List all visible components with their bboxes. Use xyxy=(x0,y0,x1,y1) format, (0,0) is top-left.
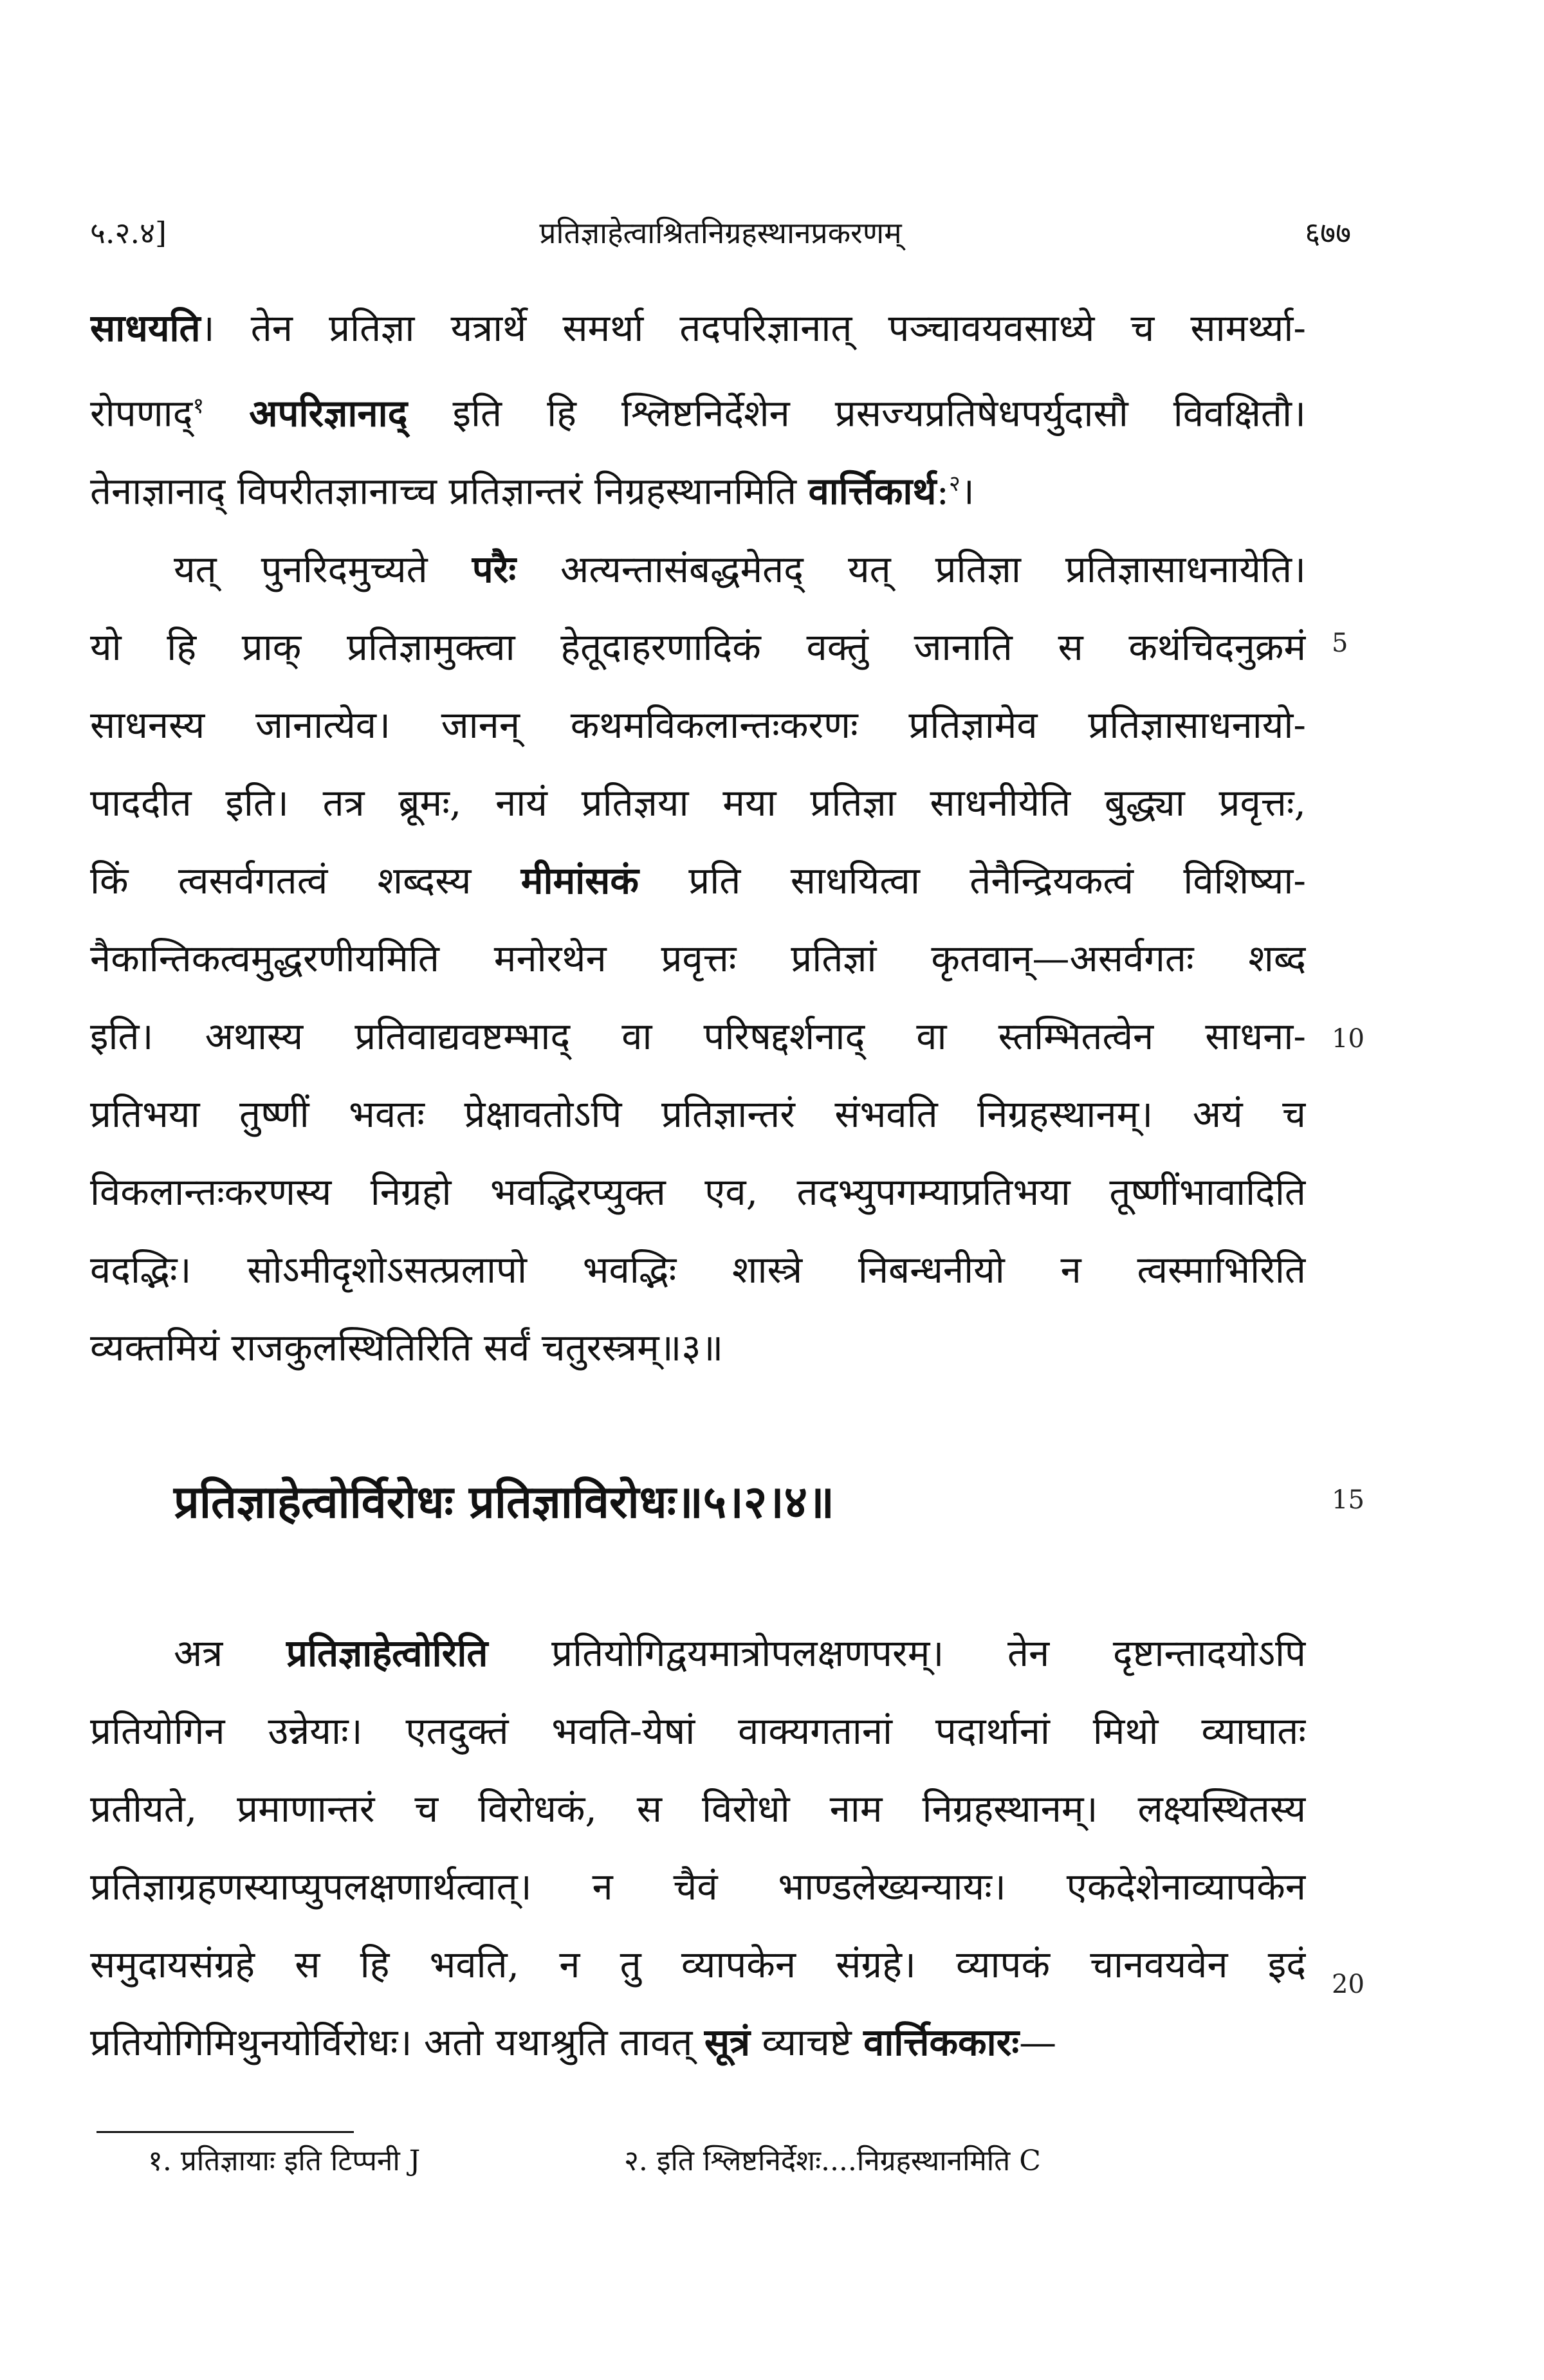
text-run: वदद्भिः। सोऽमीदृशोऽसत्प्रलापो भवद्भिः शास्त्रे निबन्धनीयो न त्वस्माभिरिति xyxy=(90,1248,1306,1292)
bold-term: प्रतिज्ञाहेत्वोरिति xyxy=(286,1631,488,1675)
running-title: प्रतिज्ञाहेत्वाश्रितनिग्रहस्थानप्रकरणम् xyxy=(539,215,902,250)
bold-term: सूत्रं xyxy=(704,2020,751,2064)
text-run: प्रतियोगिन उन्नेयाः। एतदुक्तं भवति-येषां वाक्यगतानां पदार्थानां मिथो व्याघातः xyxy=(90,1709,1306,1753)
text-line xyxy=(90,777,1306,835)
text-run: इति हि श्लिष्टनिर्देशेन प्रसज्यप्रतिषेधपर्युदासौ विवक्षितौ। xyxy=(407,391,1306,435)
text-line xyxy=(90,1322,1306,1380)
text-run: प्रतियोगिद्वयमात्रोपलक्षणपरम्। तेन दृष्टान्तादयोऽपि xyxy=(488,1631,1306,1675)
text-line xyxy=(90,1088,1306,1146)
text-line xyxy=(90,2017,1306,2074)
footnote-marker: २ xyxy=(949,471,960,497)
text-run: व्याचष्टे xyxy=(750,2020,864,2064)
section-reference: ५.२.४] xyxy=(90,215,167,250)
text-run: पाददीत इति। तत्र ब्रूमः, नायं प्रतिज्ञया मया प्रतिज्ञा साधनीयेति बुद्ध्या प्रवृत्तः, xyxy=(90,781,1306,825)
text-run: । तेन प्रतिज्ञा यत्रार्थे समर्था तदपरिज्ञानात् पञ्चावयवसाध्ये च सामर्थ्या- xyxy=(200,306,1306,350)
text-run: अत्यन्तासंबद्धमेतद् यत् प्रतिज्ञा प्रतिज्ञासाधनायेति। xyxy=(516,547,1306,591)
text-line xyxy=(90,1166,1306,1224)
text-run: प्रति साधयित्वा तेनैन्द्रियकत्वं विशिष्या- xyxy=(638,859,1306,902)
text-run: विकलान्तःकरणस्य निग्रहो भवद्भिरप्युक्त एव, तदभ्युपगम्याप्रतिभया तूष्णींभावादिति xyxy=(90,1170,1306,1214)
bold-term: परैः xyxy=(472,547,517,591)
text-run: प्रतिभया तुष्णीं भवतः प्रेक्षावतोऽपि प्रतिज्ञान्तरं संभवति निग्रहस्थानम्। अयं च xyxy=(90,1092,1306,1136)
text-run: तेनाज्ञानाद् विपरीतज्ञानाच्च प्रतिज्ञान्तरं निग्रहस्थानमिति xyxy=(90,469,809,513)
text-line xyxy=(90,933,1306,991)
text-run: यो हि प्राक् प्रतिज्ञामुक्त्वा हेतूदाहरणादिकं वक्तुं जानाति स कथंचिदनुक्रमं xyxy=(90,625,1306,669)
text-line xyxy=(90,544,1306,601)
footnote-1: १. प्रतिज्ञायाः इति टिप्पनी J xyxy=(148,2145,421,2177)
text-run: : xyxy=(936,469,950,513)
footnote-2: २. इति श्लिष्टनिर्देशः....निग्रहस्थानमिति C xyxy=(624,2145,1041,2177)
bold-term: मीमांसकं xyxy=(520,859,639,902)
text-line xyxy=(90,302,1306,360)
text-run: । xyxy=(960,469,975,513)
bold-term: साधयति xyxy=(90,306,201,350)
text-line xyxy=(90,458,1306,516)
text-run: समुदायसंग्रहे स हि भवति, न तु व्यापकेन संग्रहे। व्यापकं चानवयवेन इदं xyxy=(90,1943,1306,1986)
line-number: 15 xyxy=(1332,1485,1365,1515)
text-run: प्रतिज्ञाग्रहणस्याप्युपलक्षणार्थत्वात्। न चैवं भाण्डलेख्यन्यायः। एकदेशेनाव्यापकेन xyxy=(90,1865,1306,1909)
text-run: व्यक्तमियं राजकुलस्थितिरिति सर्वं चतुरस्त्रम्॥३॥ xyxy=(90,1326,724,1369)
text-run: नैकान्तिकत्वमुद्धरणीयमिति मनोरथेन प्रवृत्तः प्रतिज्ञां कृतवान्—असर्वगतः शब्द xyxy=(90,937,1306,980)
text-run: रोपणाद् xyxy=(90,391,193,435)
text-line xyxy=(90,855,1306,913)
text-run: किं त्वसर्वगतत्वं शब्दस्य xyxy=(90,859,521,902)
sutra-heading: प्रतिज्ञाहेत्वोर्विरोधः प्रतिज्ञाविरोधः॥५।२।४॥ xyxy=(174,1475,834,1528)
text-line xyxy=(90,1627,1306,1685)
text-line xyxy=(90,1861,1306,1919)
text-run: अत्र xyxy=(174,1631,286,1675)
text-run: — xyxy=(1019,2020,1057,2064)
bold-term: वार्त्तिकार्थ xyxy=(808,469,937,513)
footnote-separator xyxy=(96,2131,354,2133)
bold-term: अपरिज्ञानाद् xyxy=(249,391,408,435)
text-line xyxy=(90,1939,1306,1997)
text-run: प्रतीयते, प्रमाणान्तरं च विरोधकं, स विरोधो नाम निग्रहस्थानम्। लक्ष्यस्थितस्य xyxy=(90,1787,1306,1831)
running-header xyxy=(90,212,1351,264)
text-run: इति। अथास्य प्रतिवाद्यवष्टम्भाद् वा परिषद्दर्शनाद् वा स्तम्भितत्वेन साधना- xyxy=(90,1014,1306,1058)
bold-term: वार्त्तिककारः xyxy=(863,2020,1020,2064)
footnote-marker: १ xyxy=(192,393,205,419)
line-number: 20 xyxy=(1332,1970,1365,1999)
text-line xyxy=(90,1011,1306,1068)
text-line xyxy=(90,1705,1306,1763)
text-line xyxy=(90,699,1306,757)
text-line xyxy=(90,1783,1306,1841)
page-number: ६७७ xyxy=(1305,215,1351,250)
text-run: यत् पुनरिदमुच्यते xyxy=(174,547,472,591)
text-line xyxy=(90,380,1306,438)
text-run xyxy=(204,391,249,435)
text-run: साधनस्य जानात्येव। जानन् कथमविकलान्तःकरणः प्रतिज्ञामेव प्रतिज्ञासाधनायो- xyxy=(90,703,1306,747)
line-number: 10 xyxy=(1332,1024,1365,1054)
text-line xyxy=(90,1244,1306,1302)
text-run: प्रतियोगिमिथुनयोर्विरोधः। अतो यथाश्रुति तावत् xyxy=(90,2020,704,2064)
text-line xyxy=(90,621,1306,679)
line-number: 5 xyxy=(1332,628,1348,658)
